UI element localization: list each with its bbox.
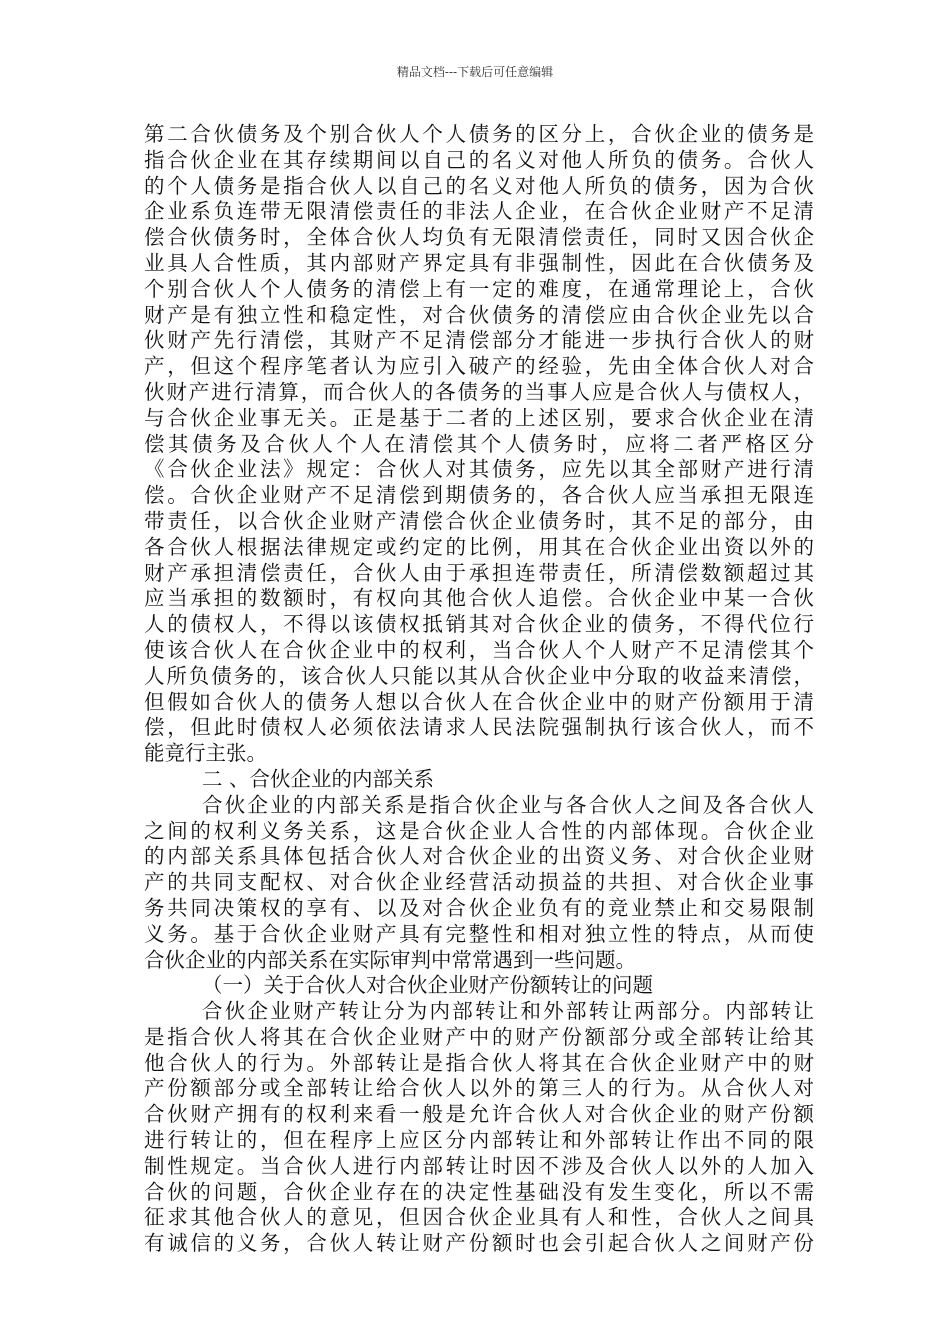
text-line: 个别合伙人个人债务的清偿上有一定的难度，在通常理论上，合伙 — [144, 276, 814, 301]
text-line: 合伙企业的内部关系是指合伙企业与各合伙人之间及各合伙人 — [202, 792, 814, 817]
subsection-heading: （一）关于合伙人对合伙企业财产份额转让的问题 — [202, 973, 653, 998]
text-line: 与合伙企业事无关。正是基于二者的上述区别，要求合伙企业在清 — [144, 405, 814, 430]
text-line: 合伙企业财产转让分为内部转让和外部转让两部分。内部转让 — [202, 999, 814, 1024]
text-line: 合伙企业的内部关系在实际审判中常常遇到一些问题。 — [144, 947, 636, 972]
text-line: 的内部关系具体包括合伙人对合伙企业的出资义务、对合伙企业财 — [144, 844, 814, 869]
text-line: 第二合伙债务及个别合伙人个人债务的区分上，合伙企业的债务是 — [144, 122, 814, 146]
paragraph-3 — [144, 999, 814, 1257]
text-line: 带责任，以合伙企业财产清偿合伙企业债务时，其不足的部分，由 — [144, 508, 814, 533]
text-line: 财产承担清偿责任，合伙人由于承担连带责任，所清偿数额超过其 — [144, 560, 814, 585]
text-line: 合伙财产拥有的权利来看一般是允许合伙人对合伙企业的财产份额 — [144, 1102, 814, 1127]
text-line: 义务。基于合伙企业财产具有完整性和相对独立性的特点，从而使 — [144, 921, 814, 946]
text-line: 制性规定。当合伙人进行内部转让时因不涉及合伙人以外的人加入 — [144, 1153, 814, 1178]
text-line: 伙财产进行清算，而合伙人的各债务的当事人应是合伙人与债权人， — [144, 379, 814, 404]
text-line: 企业系负连带无限清偿责任的非法人企业，在合伙企业财产不足清 — [144, 199, 814, 224]
text-line: 之间的权利义务关系，这是合伙企业人合性的内部体现。合伙企业 — [144, 818, 814, 843]
paragraph-2 — [144, 793, 814, 974]
text-line: 偿。合伙企业财产不足清偿到期债务的，各合伙人应当承担无限连 — [144, 483, 814, 508]
text-line: 应当承担的数额时，有权向其他合伙人追偿。合伙企业中某一合伙 — [144, 586, 814, 611]
text-line: 偿其债务及合伙人个人在清偿其个人债务时，应将二者严格区分 — [144, 431, 814, 456]
text-line: 《合伙企业法》规定：合伙人对其债务，应先以其全部财产进行清 — [144, 457, 814, 482]
text-line: 的个人债务是指合伙人以自己的名义对他人所负的债务，因为合伙 — [144, 173, 814, 198]
text-line: 伙财产先行清偿，其财产不足清偿部分才能进一步执行合伙人的财 — [144, 328, 814, 353]
text-line: 进行转让的，但在程序上应区分内部转让和外部转让作出不同的限 — [144, 1128, 814, 1153]
text-line: 是指合伙人将其在合伙企业财产中的财产份额部分或全部转让给其 — [144, 1024, 814, 1049]
text-line: 但假如合伙人的债务人想以合伙人在合伙企业中的财产份额用于清 — [144, 689, 814, 714]
page-header: 精品文档---下载后可任意编辑 — [396, 65, 554, 79]
text-line: 产，但这个程序笔者认为应引入破产的经验，先由全体合伙人对合 — [144, 354, 814, 379]
text-line: 产的共同支配权、对合伙企业经营活动损益的共担、对合伙企业事 — [144, 870, 814, 895]
text-line: 人所负债务的，该合伙人只能以其从合伙企业中分取的收益来清偿， — [144, 663, 814, 688]
text-line: 偿合伙债务时，全体合伙人均负有无限清偿责任，同时又因合伙企 — [144, 225, 814, 250]
text-line: 偿，但此时债权人必须依法请求人民法院强制执行该合伙人，而不 — [144, 715, 814, 740]
text-line: 有诚信的义务，合伙人转让财产份额时也会引起合伙人之间财产份 — [144, 1231, 814, 1256]
text-line: 业具人合性质，其内部财产界定具有非强制性，因此在合伙债务及 — [144, 250, 814, 275]
document-body — [144, 122, 814, 1257]
text-line: 他合伙人的行为。外部转让是指合伙人将其在合伙企业财产中的财 — [144, 1050, 814, 1075]
text-line: 征求其他合伙人的意见，但因合伙企业具有人和性，合伙人之间具 — [144, 1205, 814, 1230]
text-line: 务共同决策权的享有、以及对合伙企业负有的竞业禁止和交易限制 — [144, 895, 814, 920]
text-line: 人的债权人，不得以该债权抵销其对合伙企业的债务，不得代位行 — [144, 612, 814, 637]
text-line: 财产是有独立性和稳定性，对合伙债务的清偿应由合伙企业先以合 — [144, 302, 814, 327]
section-heading: 二 、合伙企业的内部关系 — [202, 766, 435, 791]
text-line: 产份额部分或全部转让给合伙人以外的第三人的行为。从合伙人对 — [144, 1076, 814, 1101]
text-line: 合伙的问题，合伙企业存在的决定性基础没有发生变化，所以不需 — [144, 1179, 814, 1204]
text-line: 指合伙企业在其存续期间以自己的名义对他人所负的债务。合伙人 — [144, 147, 814, 172]
text-line: 各合伙人根据法律规定或约定的比例，用其在合伙企业出资以外的 — [144, 534, 814, 559]
text-line: 能竟行主张。 — [144, 741, 267, 766]
paragraph-1 — [144, 122, 814, 767]
text-line: 使该合伙人在合伙企业中的权利，当合伙人个人财产不足清偿其个 — [144, 637, 814, 662]
